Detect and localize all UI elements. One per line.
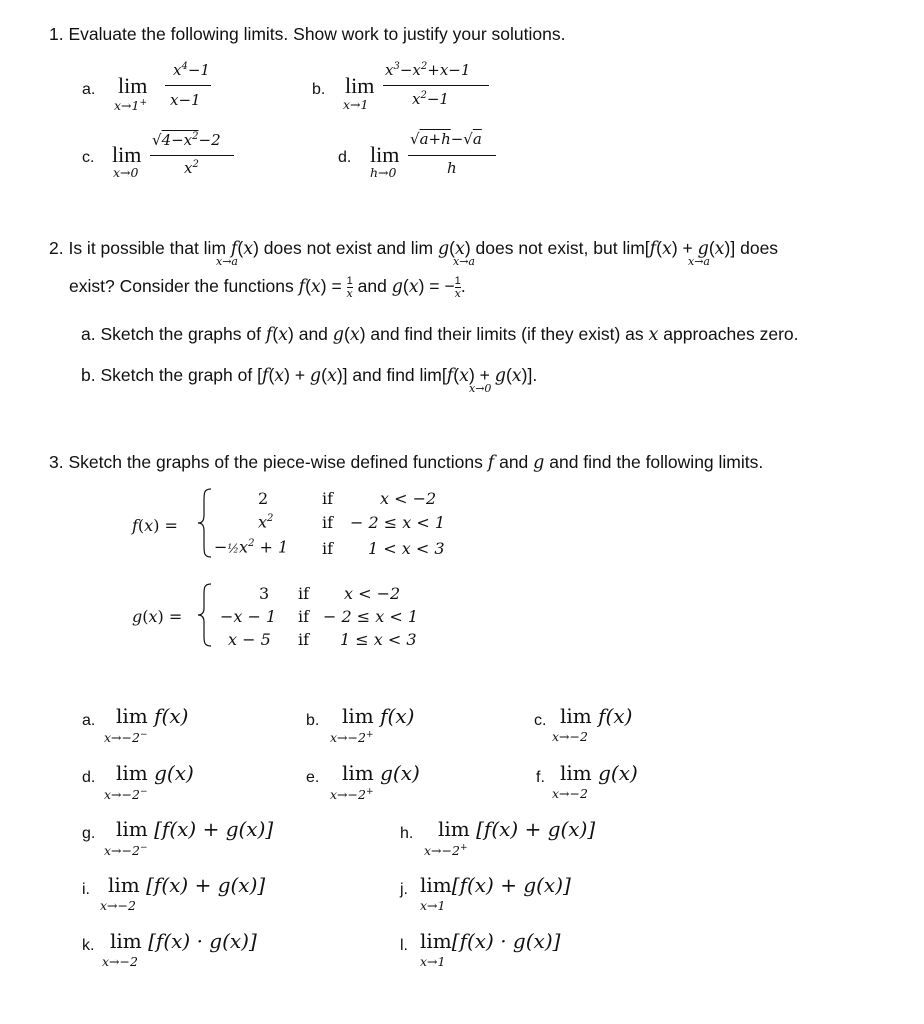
q3c-label: c. [534, 712, 547, 729]
q3l-sub: x→1 [420, 954, 446, 969]
q3h-sub: x→−2+ [424, 843, 468, 859]
q1d-lim: lim [370, 142, 400, 167]
q2b-sub: x→0 [469, 382, 492, 395]
q1d-label: d. [338, 149, 352, 166]
q1a-den: x−1 [170, 91, 201, 109]
f-row2-cond: − 2 ≤ x < 1 [350, 513, 446, 532]
q3k-sub: x→−2 [102, 954, 138, 969]
q3e-sub: x→−2+ [330, 787, 374, 803]
q3d-label: d. [82, 769, 96, 786]
q3j-func: [f(x) + g(x)] [451, 873, 571, 897]
q1b-sub: x→1 [343, 97, 369, 112]
q1d-num: √a+h−√a [410, 130, 482, 148]
g-row1-if: if [298, 584, 310, 603]
q1b-den: $x^2-1$ [412, 90, 449, 108]
q3k-label: k. [82, 937, 95, 954]
q3d-sub: x→−2− [104, 787, 148, 803]
g-row3-cond: 1 ≤ x < 3 [340, 630, 417, 649]
q3c-expr [560, 706, 632, 726]
q3a-expr [116, 706, 188, 726]
q3b-sub: x→−2+ [330, 730, 374, 746]
q3c-func: f(x) [598, 704, 633, 728]
q1c-lim: lim [112, 142, 142, 167]
q3e-expr [342, 763, 420, 783]
q3b-label: b. [306, 712, 320, 729]
q3e-lim: lim [342, 761, 374, 785]
f-row2-if: if [322, 513, 334, 532]
q1b-num: $x^3-x^2+x-1$ [385, 61, 471, 79]
q3l-expr [420, 931, 560, 951]
q3g-func: [f(x) + g(x)] [154, 817, 274, 841]
q3k-func: [f(x) · g(x)] [148, 929, 257, 953]
q2-prompt-line2: exist? Consider the functions f(x) = $\frac{1}{x}$ and g(x) = − $\frac{1}{x}$ . [69, 275, 466, 300]
q3i-expr [108, 875, 265, 895]
g-row2-if: if [298, 607, 310, 626]
q3k-lim: lim [110, 929, 142, 953]
q3a-sub: x→−2− [104, 730, 148, 746]
q3-prompt: 3. Sketch the graphs of the piece-wise defined functions f and g and find the following limits. [49, 452, 764, 473]
q3a-func: f(x) [154, 704, 189, 728]
f-row3-cond: 1 < x < 3 [368, 539, 445, 558]
q3i-lim: lim [108, 873, 140, 897]
q2-prompt-line1: 2. Is it possible that lim f(x) does not exist and lim g(x) does not exist, but lim[f(x) + g(x)] does [49, 238, 779, 259]
f-row3-expr: $-\frac{1}{2}x^2 + 1$ [214, 537, 289, 557]
q2b: b. Sketch the graph of [f(x) + g(x)] and find lim[f(x) + g(x)]. [81, 365, 538, 386]
q3g-sub: x→−2− [104, 843, 148, 859]
q3h-expr [438, 819, 595, 839]
q3b-func: f(x) [380, 704, 415, 728]
q3d-func: g(x) [154, 761, 194, 785]
g-row3-if: if [298, 630, 310, 649]
q1c-num: $√4-x^2-2$ [152, 131, 221, 149]
q3h-func: [f(x) + g(x)] [476, 817, 596, 841]
q3f-lim: lim [560, 761, 592, 785]
q3h-lim: lim [438, 817, 470, 841]
q3c-sub: x→−2 [552, 729, 588, 744]
q3f-label: f. [536, 769, 545, 786]
q1a-sub: x→1+ [114, 98, 148, 114]
q3g-lim: lim [116, 817, 148, 841]
q1a-label: a. [82, 81, 96, 98]
q1b-lim: lim [345, 73, 375, 98]
q3f-sub: x→−2 [552, 786, 588, 801]
g-row1-cond: x < −2 [344, 584, 401, 603]
q3i-sub: x→−2 [100, 898, 136, 913]
q2-sub-2: x→a [453, 255, 475, 268]
q3e-label: e. [306, 769, 320, 786]
q3b-lim: lim [342, 704, 374, 728]
q3c-lim: lim [560, 704, 592, 728]
q3b-expr [342, 706, 414, 726]
q1d-den: h [447, 159, 457, 177]
q3f-func: g(x) [598, 761, 638, 785]
g-row3-expr: x − 5 [228, 630, 271, 649]
g-row1-expr: 3 [259, 584, 270, 603]
q3e-func: g(x) [380, 761, 420, 785]
q1b-fraction-bar [383, 85, 489, 86]
f-brace [196, 487, 214, 559]
q1d-fraction-bar [408, 155, 496, 156]
q3f-expr [560, 763, 638, 783]
f-row1-if: if [322, 489, 334, 508]
q3l-func: [f(x) · g(x)] [451, 929, 561, 953]
q3g-label: g. [82, 825, 96, 842]
q3l-lim: lim [420, 929, 452, 953]
q3a-lim: lim [116, 704, 148, 728]
q3j-expr [420, 875, 571, 895]
g-name: g(x) = [132, 607, 183, 626]
q3k-expr [110, 931, 257, 951]
g-row2-cond: − 2 ≤ x < 1 [323, 607, 419, 626]
q3a-label: a. [82, 712, 96, 729]
q1d-sub: h→0 [370, 165, 397, 180]
g-brace [196, 582, 214, 648]
q2-sub-3: x→a [688, 255, 710, 268]
q1c-den: $x^2$ [184, 159, 199, 177]
g-row2-expr: −x − 1 [220, 607, 277, 626]
q1a-lim: lim [118, 73, 148, 98]
q2-sub-1: x→a [216, 255, 238, 268]
q3j-label: j. [400, 881, 408, 898]
q1c-fraction-bar [150, 155, 234, 156]
f-name: f(x) = [132, 516, 178, 535]
q1a-num: $x^4-1$ [173, 61, 210, 79]
q3d-expr [116, 763, 194, 783]
q3i-label: i. [82, 881, 90, 898]
f-row1-cond: x < −2 [380, 489, 437, 508]
q3h-label: h. [400, 825, 414, 842]
q1c-sub: x→0 [113, 165, 139, 180]
q1-prompt: 1. Evaluate the following limits. Show work to justify your solutions. [49, 24, 566, 44]
q3d-lim: lim [116, 761, 148, 785]
q2a: a. Sketch the graphs of f(x) and g(x) and find their limits (if they exist) as x approaches zero. [81, 324, 799, 345]
q3j-sub: x→1 [420, 898, 446, 913]
f-row1-expr: 2 [258, 489, 269, 508]
q3j-lim: lim [420, 873, 452, 897]
q1b-label: b. [312, 81, 326, 98]
q3i-func: [f(x) + g(x)] [146, 873, 266, 897]
f-row3-if: if [322, 539, 334, 558]
q1a-fraction-bar [165, 85, 211, 86]
q3l-label: l. [400, 937, 408, 954]
f-row2-expr: $x^2$ [258, 512, 274, 532]
q1c-label: c. [82, 149, 95, 166]
q3g-expr [116, 819, 273, 839]
